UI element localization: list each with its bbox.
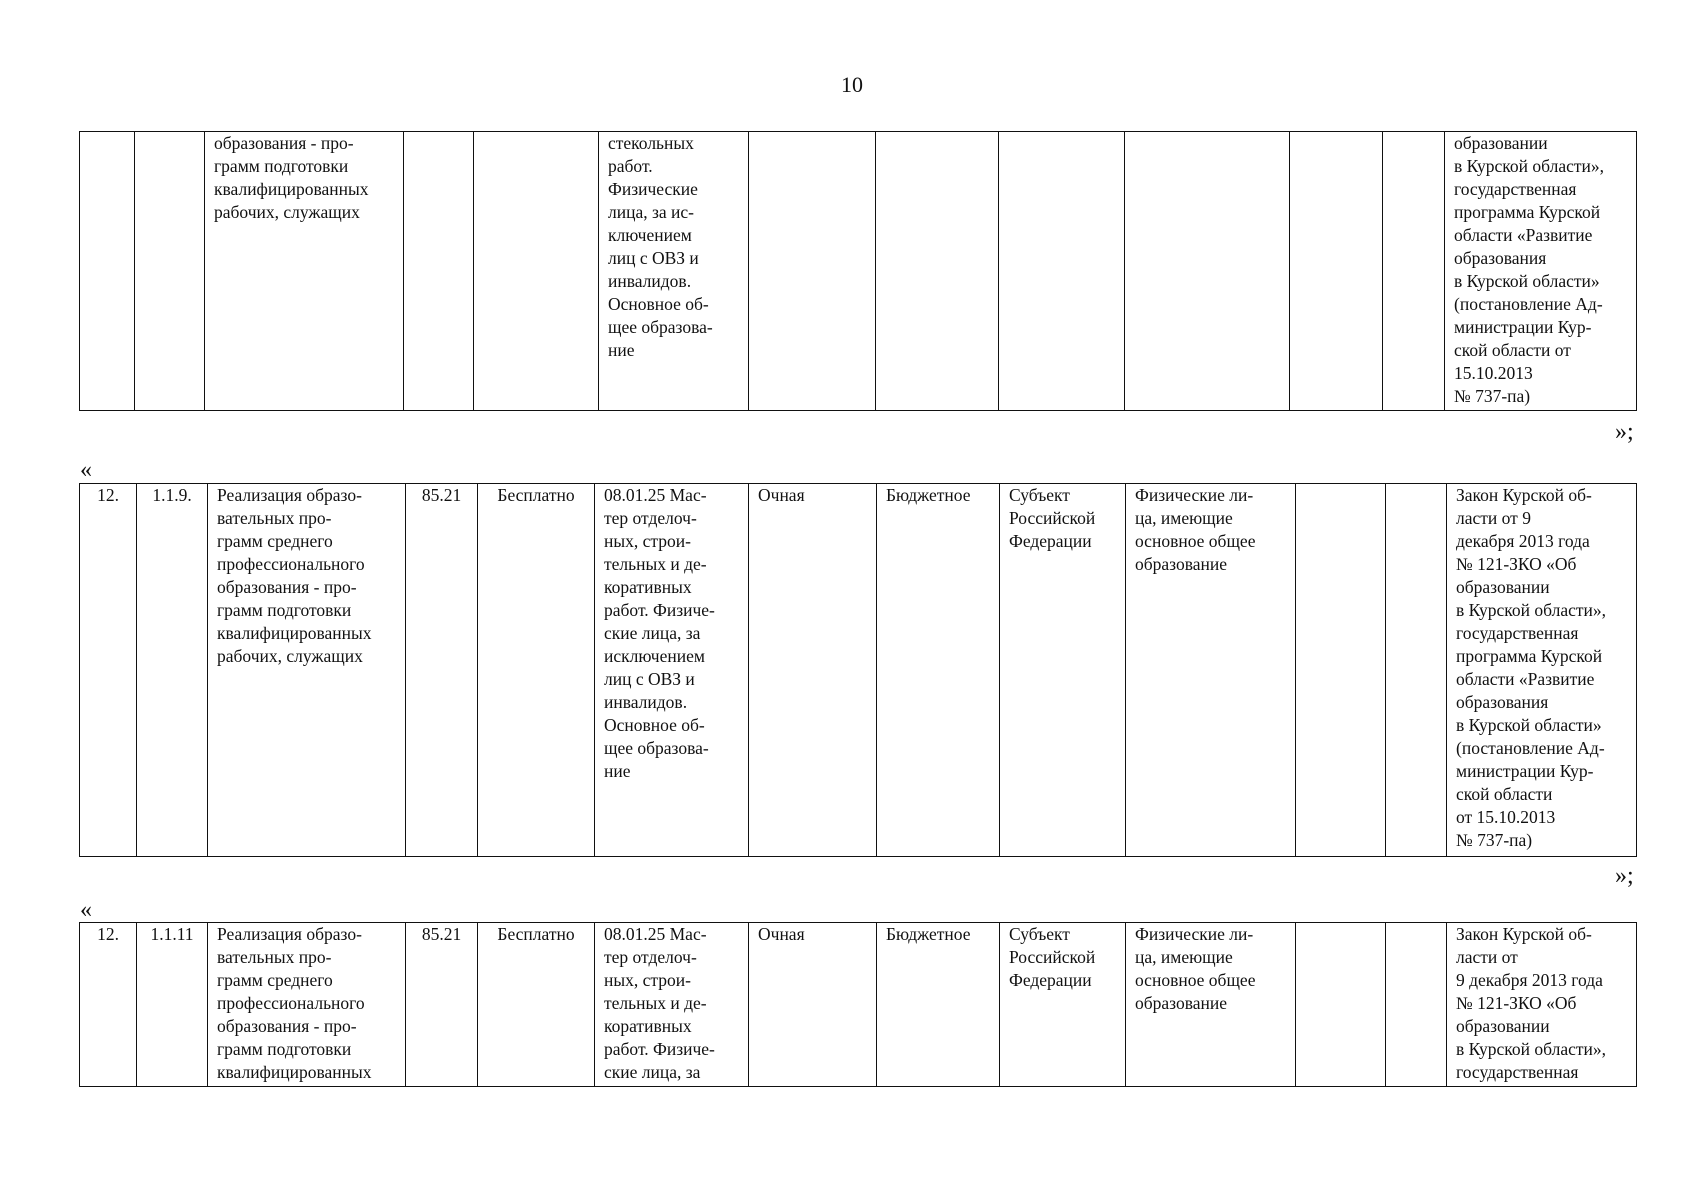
- cell-line: образования: [1456, 692, 1549, 712]
- opening-quote: «: [80, 457, 92, 483]
- cell-program: [205, 132, 404, 411]
- cell-no: 12.: [80, 484, 137, 857]
- cell-line: образовании: [1456, 577, 1550, 597]
- cell-line: образовании: [1456, 1016, 1550, 1036]
- cell-program: [208, 484, 406, 857]
- cell-line: работ.: [608, 156, 653, 176]
- cell-line: министрации Кур-: [1456, 761, 1594, 781]
- cell-type: Бюджетное: [877, 484, 1000, 857]
- cell-line: Российской: [1009, 947, 1096, 967]
- cell-line: от 15.10.2013: [1456, 807, 1556, 827]
- cell-line: грамм подготовки: [214, 156, 349, 176]
- cell-form: Очная: [749, 923, 877, 1087]
- cell-line: ных, строи-: [604, 531, 691, 551]
- cell-line: лиц с ОВЗ и: [608, 248, 699, 268]
- cell-line: профессионального: [217, 554, 365, 574]
- cell-line: рабочих, служащих: [217, 646, 363, 666]
- cell-line: № 121-ЗКО «Об: [1456, 554, 1577, 574]
- cell-line: рабочих, служащих: [214, 202, 360, 222]
- cell-line: Физические ли-: [1135, 924, 1254, 944]
- cell-line: тельных и де-: [604, 554, 707, 574]
- page-number: 10: [841, 72, 863, 97]
- cell-consumers: [1126, 923, 1296, 1087]
- cell-line: работ. Физиче-: [604, 1039, 715, 1059]
- cell-line: ца, имеющие: [1135, 947, 1233, 967]
- table-row: [80, 132, 1637, 411]
- cell-line: ние: [608, 340, 635, 360]
- cell-line: 9 декабря 2013 года: [1456, 970, 1603, 990]
- cell-okved: 85.21: [406, 484, 478, 857]
- cell-line: квалифицированных: [217, 1062, 372, 1082]
- cell-form: [749, 132, 876, 411]
- cell-line: грамм среднего: [217, 970, 333, 990]
- cell-line: (постановление Ад-: [1454, 294, 1603, 314]
- cell-line: министрации Кур-: [1454, 317, 1592, 337]
- cell-specialty: [595, 484, 749, 857]
- cell-program: [208, 923, 406, 1087]
- cell-line: ние: [604, 761, 631, 781]
- cell-extra2: [1386, 923, 1447, 1087]
- cell-line: грамм подготовки: [217, 600, 352, 620]
- cell-line: коративных: [604, 1016, 692, 1036]
- cell-line: 08.01.25 Мас-: [604, 485, 707, 505]
- cell-line: тельных и де-: [604, 993, 707, 1013]
- cell-line: образования - про-: [217, 577, 357, 597]
- cell-okved: 85.21: [406, 923, 478, 1087]
- table-row: [80, 484, 1637, 857]
- cell-line: Физические: [608, 179, 698, 199]
- cell-line: вательных про-: [217, 508, 332, 528]
- cell-line: профессионального: [217, 993, 365, 1013]
- cell-payment: Бесплатно: [478, 923, 595, 1087]
- cell-line: программа Курской: [1454, 202, 1601, 222]
- cell-specialty: [599, 132, 749, 411]
- cell-line: грамм подготовки: [217, 1039, 352, 1059]
- cell-consumers: [1125, 132, 1290, 411]
- cell-okved: [404, 132, 474, 411]
- cell-form: Очная: [749, 484, 877, 857]
- cell-line: образования - про-: [214, 133, 354, 153]
- cell-line: Закон Курской об-: [1456, 485, 1592, 505]
- cell-line: исключением: [604, 646, 705, 666]
- cell-line: ных, строи-: [604, 970, 691, 990]
- cell-line: тер отделоч-: [604, 508, 697, 528]
- cell-line: ские лица, за: [604, 1062, 701, 1082]
- cell-line: ской области от: [1454, 340, 1571, 360]
- cell-line: государственная: [1456, 1062, 1579, 1082]
- cell-line: образования: [1454, 248, 1547, 268]
- cell-line: Физические ли-: [1135, 485, 1254, 505]
- cell-line: тер отделоч-: [604, 947, 697, 967]
- cell-line: лица, за ис-: [608, 202, 694, 222]
- cell-line: основное общее: [1135, 531, 1256, 551]
- cell-line: ской области: [1456, 784, 1553, 804]
- cell-line: грамм среднего: [217, 531, 333, 551]
- cell-line: Реализация образо-: [217, 485, 362, 505]
- cell-line: декабря 2013 года: [1456, 531, 1590, 551]
- cell-line: в Курской области»: [1454, 271, 1600, 291]
- cell-line: работ. Физиче-: [604, 600, 715, 620]
- cell-authority: [1000, 923, 1126, 1087]
- opening-quote: «: [80, 897, 92, 923]
- cell-line: Основное об-: [608, 294, 709, 314]
- cell-line: образовании: [1454, 133, 1548, 153]
- entry-table-1-1-9: [79, 483, 1637, 857]
- cell-line: квалифицированных: [214, 179, 369, 199]
- cell-consumers: [1126, 484, 1296, 857]
- cell-line: ласти от 9: [1456, 508, 1531, 528]
- cell-line: щее образова-: [604, 738, 709, 758]
- cell-payment: [474, 132, 599, 411]
- cell-extra2: [1383, 132, 1445, 411]
- cell-line: Реализация образо-: [217, 924, 362, 944]
- cell-line: ключением: [608, 225, 692, 245]
- cell-authority: [1000, 484, 1126, 857]
- entry-table-1-1-11: [79, 922, 1637, 1087]
- cell-line: государственная: [1454, 179, 1577, 199]
- cell-line: Закон Курской об-: [1456, 924, 1592, 944]
- cell-no: 12.: [80, 923, 137, 1087]
- cell-basis: [1447, 484, 1637, 857]
- cell-line: области «Развитие: [1456, 669, 1595, 689]
- fragment-table: [79, 131, 1637, 411]
- cell-line: Федерации: [1009, 531, 1092, 551]
- cell-line: 08.01.25 Мас-: [604, 924, 707, 944]
- cell-basis: [1445, 132, 1637, 411]
- cell-line: в Курской области»: [1456, 715, 1602, 735]
- cell-extra1: [1290, 132, 1383, 411]
- cell-line: (постановление Ад-: [1456, 738, 1605, 758]
- cell-authority: [999, 132, 1125, 411]
- cell-line: ласти от: [1456, 947, 1518, 967]
- cell-line: в Курской области»,: [1456, 600, 1606, 620]
- cell-line: образование: [1135, 554, 1228, 574]
- cell-line: ские лица, за: [604, 623, 701, 643]
- cell-line: стекольных: [608, 133, 694, 153]
- cell-line: коративных: [604, 577, 692, 597]
- cell-line: ца, имеющие: [1135, 508, 1233, 528]
- cell-line: Основное об-: [604, 715, 705, 735]
- cell-line: № 737-па): [1456, 830, 1533, 850]
- cell-line: образования - про-: [217, 1016, 357, 1036]
- cell-specialty: [595, 923, 749, 1087]
- table-row: [80, 923, 1637, 1087]
- cell-payment: Бесплатно: [478, 484, 595, 857]
- cell-type: Бюджетное: [877, 923, 1000, 1087]
- cell-type: [876, 132, 999, 411]
- cell-line: инвалидов.: [604, 692, 688, 712]
- cell-line: Субъект: [1009, 485, 1070, 505]
- cell-line: Субъект: [1009, 924, 1070, 944]
- cell-line: в Курской области»,: [1454, 156, 1604, 176]
- cell-code: 1.1.11: [137, 923, 208, 1087]
- cell-line: щее образова-: [608, 317, 713, 337]
- cell-line: области «Развитие: [1454, 225, 1593, 245]
- cell-code: 1.1.9.: [137, 484, 208, 857]
- cell-line: № 737-па): [1454, 386, 1531, 406]
- cell-line: образование: [1135, 993, 1228, 1013]
- cell-line: Российской: [1009, 508, 1096, 528]
- cell-line: вательных про-: [217, 947, 332, 967]
- cell-extra1: [1296, 484, 1386, 857]
- cell-line: основное общее: [1135, 970, 1256, 990]
- cell-line: государственная: [1456, 623, 1579, 643]
- cell-line: № 121-ЗКО «Об: [1456, 993, 1577, 1013]
- cell-line: инвалидов.: [608, 271, 692, 291]
- cell-line: Федерации: [1009, 970, 1092, 990]
- cell-line: программа Курской: [1456, 646, 1603, 666]
- cell-code: [135, 132, 205, 411]
- cell-line: 15.10.2013: [1454, 363, 1533, 383]
- closing-quote: »;: [1615, 419, 1634, 445]
- cell-line: квалифицированных: [217, 623, 372, 643]
- cell-line: лиц с ОВЗ и: [604, 669, 695, 689]
- cell-line: в Курской области»,: [1456, 1039, 1606, 1059]
- cell-extra1: [1296, 923, 1386, 1087]
- closing-quote: »;: [1615, 863, 1634, 889]
- cell-basis: [1447, 923, 1637, 1087]
- cell-no: [80, 132, 135, 411]
- cell-extra2: [1386, 484, 1447, 857]
